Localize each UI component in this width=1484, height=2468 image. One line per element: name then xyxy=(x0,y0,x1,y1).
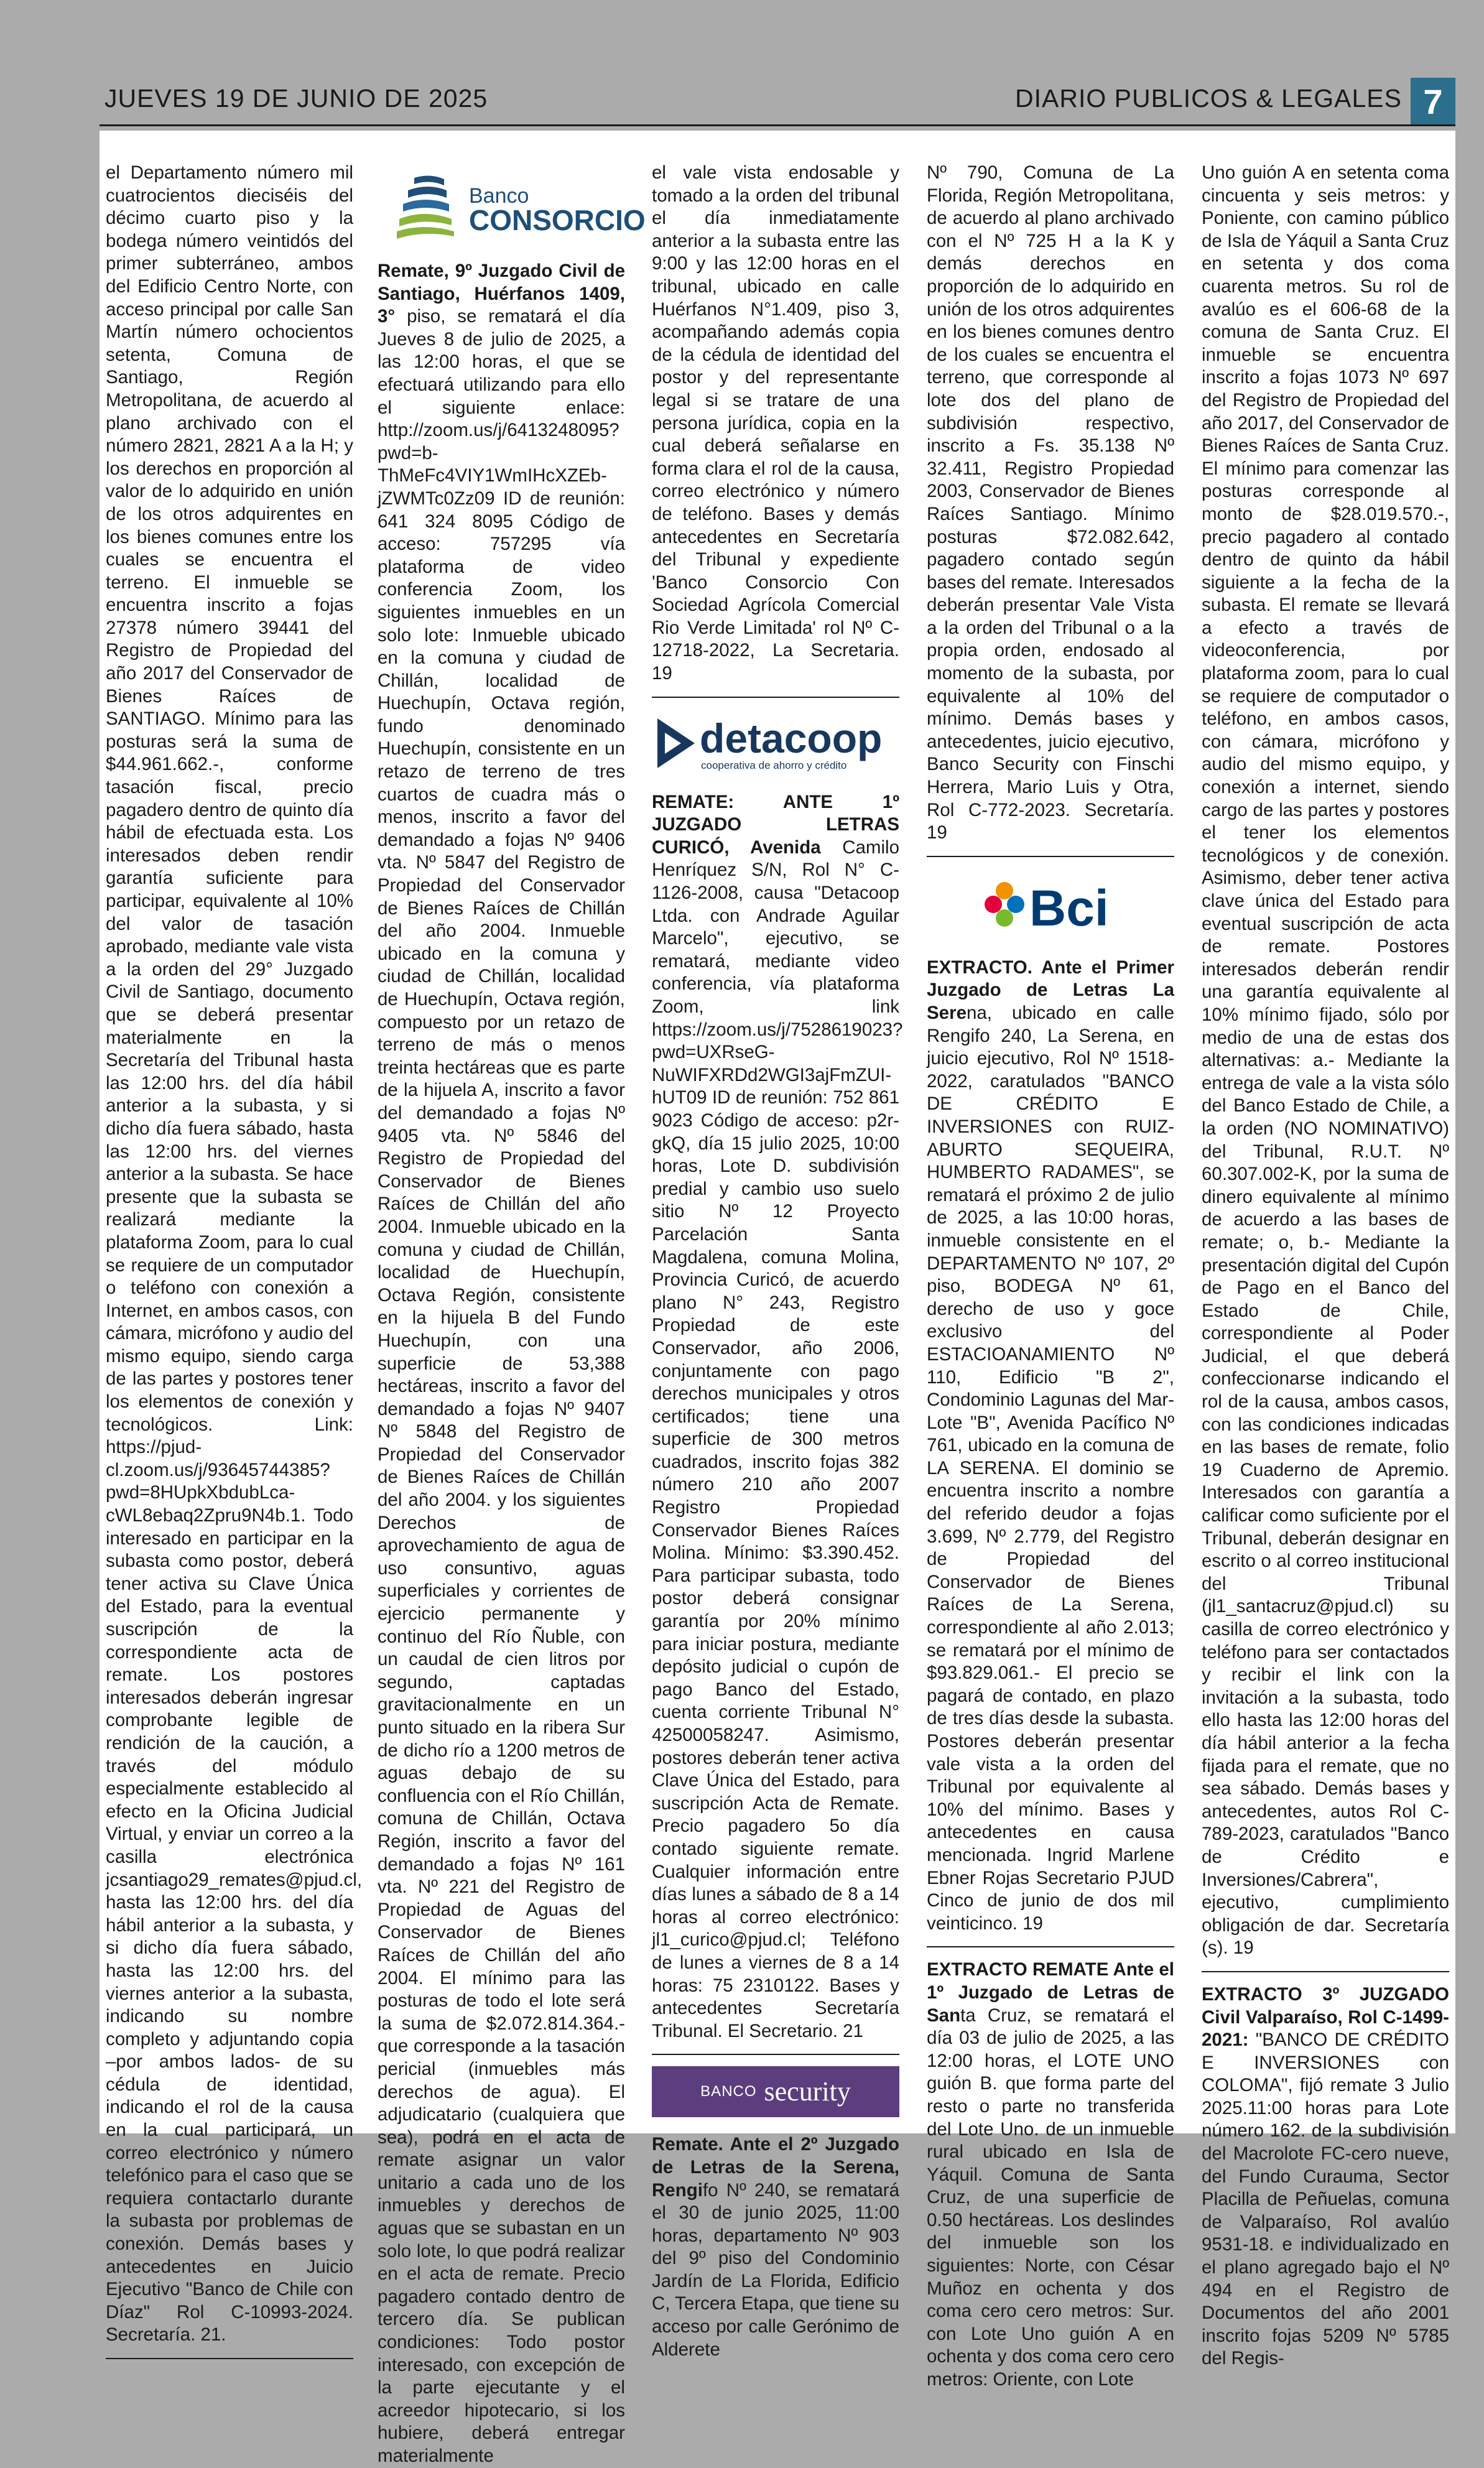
notice-text xyxy=(927,1959,1174,2391)
publication-name: DIARIO PUBLICOS & LEGALES xyxy=(1015,84,1402,113)
bci-logo xyxy=(927,868,1174,943)
notice-text: el Departamento número mil cuatrocientos dieciséis del décimo cuarto piso y la bodega número veintidós del primer subterráneo, ambos del Edificio Centro Norte, con acceso principal por calle San Martín número ochocientos setenta, Comuna de Santiago, Región Metropolitana, de acuerdo al plano archivado con el número 2821, 2821 A a la H; y los derechos en proporción al valor de lo adquirido en unión de los otros adquirentes en los bienes comunes entre los cuales se encuentra el terreno. El inmueble se encuentra inscrito a fojas 27378 número 39441 del Registro de Propiedad del año 2017 del Conservador de Bienes Raíces de SANTIAGO. Mínimo para las posturas será la suma de $44.961.662.-, conforme tasación fiscal, precio pagadero dentro de quinto día hábil de efectuada esta. Los interesados deben rendir garantía suficiente para participar, equivalente al 10% del valor de tasación aprobado, mediante vale vista a la orden del 29° Juzgado Civil de Santiago, documento que se deberá presentar materialmente en la Secretaría del Tribunal hasta las 12:00 hrs. del día hábil anterior a la subasta, y si dicho día fuera sábado, hasta las 12:00 hrs. del viernes anterior a la subasta. Se hace presente que la subasta se realizará mediante la plataforma Zoom, para lo cual se requiere de un computador o teléfono con conexión a Internet, en ambos casos, con cámara, micrófono y audio del mismo equipo, siendo carga de las partes y postores tener los elementos de conexión y tecnológicos. Link: https://pjud-cl.zoom.us/j/93645744385?pwd=8HUpkXbdubLca-cWL8ebaq2Zpru9N4b.1. Todo interesado en participar en la subasta como postor, deberá tener activa su Clave Única del Estado, para la eventual suscripción de la correspondiente acta de remate. Los postores interesados deberán ingresar comprobante legible de rendición de la caución, a través del módulo especialmente establecido al efecto en la Oficina Judicial Virtual, y enviar un correo a la casilla electrónica jcsantiago29_remates@pjud.cl, hasta las 12:00 hrs. del día hábil anterior a la subasta, y si dicho día fuera sábado, hasta las 12:00 hrs. del viernes anterior a la subasta, indicando su nombre completo y adjuntando copia –por ambos lados- de su cédula de identidad, indicando el rol de la causa en la cual participará, un correo electrónico y número telefónico para el caso que se requiera contactarlo durante la subasta por problemas de conexión. Demás bases y antecedentes en Juicio Ejecutivo "Banco de Chile con Díaz" Rol C-10993-2024. Secretaría. 21. xyxy=(106,162,363,2345)
column-4 xyxy=(927,162,1174,2391)
notice-body: "BANCO DE CRÉDITO E INVERSIONES con COLOMA", fijó remate 3 Julio 2025.11:00 horas para Lote número 162. de la subdivisión del Macrolote FC-cero nueve, del Fundo Curauma, Sector Placilla de Peñuelas, comuna de Valparaíso, Rol avalúo 9531-18. e individualizado en el plano agregado bajo el Nº 494 en el Registro de Documentos del año 2001 inscrito fojas 5209 Nº 5785 del Regis- xyxy=(1202,2030,1449,2369)
consorcio-mark-icon xyxy=(397,175,454,239)
detacoop-mark-icon xyxy=(657,718,695,768)
column-divider xyxy=(927,1946,1174,1947)
bci-mark-icon xyxy=(985,882,1024,927)
column-divider xyxy=(652,2054,899,2055)
notice-lead: Remate. Ante el 2º Juzgado de Letras de la Serena, Rengi xyxy=(652,2134,899,2201)
notice-text xyxy=(378,260,625,2468)
consorcio-big: CONSORCIO xyxy=(469,204,646,236)
column-divider xyxy=(927,856,1174,857)
notice-text xyxy=(927,957,1174,1936)
notice-body: ta Cruz, se rematará el día 03 de julio de 2025, a las 12:00 horas, el LOTE UNO guión B. que forma parte del resto o parte no transferida del Lote Uno. de un inmueble rural ubicado en Isla de Yáquil. Comuna de Santa Cruz, de una superficie de 0.50 hectáreas. Los deslindes del inmueble son los siguientes: Norte, con César Muñoz en ochenta y dos coma cero cero metros: Sur. con Lote Uno guión A en ochenta y dos coma cero cero metros: Oriente, con Lote xyxy=(927,2005,1174,2390)
notice-body: piso, se rematará el día Jueves 8 de julio de 2025, a las 12:00 horas, el que se efectuará utilizando para ello el siguiente enlace: http://zoom.us/j/6413248095?pwd=b-ThMeFc4VIY1WmIHcXZEb-jZWMTc0Zz09 ID de reunión: 641 324 8095 Código de acceso: 757295 vía plataforma de video conferencia Zoom, los siguientes inmuebles en un solo lote: Inmueble ubicado en la comuna y ciudad de Chillán, localidad de Huechupín, Octava región, fundo denominado Huechupín, consistente en un retazo de terreno de tres cuartos de cuadra más o menos, inscrito a favor del demandado a fojas Nº 9406 vta. Nº 5847 del Registro de Propiedad del Conservador de Bienes Raíces de Chillán del año 2004. Inmueble ubicado en la comuna y ciudad de Chillán, localidad de Huechupín, Octava región, compuesto por un retazo de terreno de más o menos treinta hectáreas que es parte de la hijuela A, inscrito a favor del demandado a fojas Nº 9405 vta. Nº 5846 del Registro de Propiedad del Conservador de Bienes Raíces de Chillán del año 2004. Inmueble ubicado en la comuna y ciudad de Chillán, localidad de Huechupín, Octava Región, consistente en la hijuela B del Fundo Huechupín, con una superficie de 53,388 hectáreas, inscrito a favor del demandado a fojas Nº 9407 Nº 5848 del Registro de Propiedad del Conservador de Bienes Raíces de Chillán del año 2004. y los siguientes Derechos de aprovechamiento de agua de uso consuntivo, aguas superficiales y corrientes de ejercicio permanente y continuo del Río Ñuble, con un caudal de cien litros por segundo, captadas gravitacionalmente en un punto situado en la ribera Sur de dicho río a 1200 metros de aguas debajo de su confluencia con el Río Chillán, comuna de Chillán, Octava Región, inscrito a favor del demandado a fojas Nº 161 vta. Nº 221 del Registro de Propiedad de Aguas del Conservador de Bienes Raíces de Chillán del año 2004. El mínimo para las posturas de todo el lote será la suma de $2.072.814.364.- que corresponde a la tasación pericial (inmuebles más derechos de agua). El adjudicatario (cualquiera que sea), podrá en el acta de remate asignar un valor unitario a cada uno de los inmuebles y derechos de aguas que se subastan en un solo lote, lo que podrá realizar en el acta de remate. Precio pagadero contado dentro de tercero día. Se publican condiciones: Todo postor interesado, con excepción de la parte ejecutante y el acreedor hipotecario, si los hubiere, deberá entregar materialmente xyxy=(378,306,625,2466)
notice-lead: EXTRACTO. Ante el Primer Juzgado de Letras La Sere xyxy=(927,957,1174,1023)
column-divider xyxy=(1202,1971,1449,1972)
column-5 xyxy=(1202,162,1449,2370)
notice-text xyxy=(652,2133,899,2361)
issue-date: JUEVES 19 DE JUNIO DE 2025 xyxy=(104,84,488,113)
column-3 xyxy=(652,162,903,2361)
notice-text: Nº 790, Comuna de La Florida, Región Metropolitana, de acuerdo al plano archivado con el Nº 725 H a la K y demás derechos en proporción de lo adquirido en unión de los otros adquirentes en los bienes comunes dentro de los cuales se encuentra el terreno, que corresponde al lote dos del plano de subdivisión respectivo, inscrito a Fs. 35.138 Nº 32.411, Registro Propiedad 2003, Conservador de Bienes Raíces Santiago. Mínimo posturas $72.082.642, pagadero contado según bases del remate. Interesados deberán presentar Vale Vista a la orden del Tribunal o a la propia orden, endosado al momento de la subasta, por equivalente al 10% del mínimo. Demás bases y antecedentes, juicio ejecutivo, Banco Security con Finschi Herrera, Mario Luis y Otra, Rol C-772-2023. Secretaría. 19 xyxy=(927,162,1174,843)
notice-text: Uno guión A en setenta coma cincuenta y seis metros: y Poniente, con camino público de Isla de Yáquil a Santa Cruz en setenta y dos coma cuarenta metros. Su rol de avalúo es el 606-68 de la comuna de Santa Cruz. El inmueble se encuentra inscrito a fojas 1073 Nº 697 del Registro de Propiedad del año 2017, del Conservador de Bienes Raíces de Santa Cruz. El mínimo para comenzar las posturas corresponde al monto de $28.019.570.-, precio pagadero al contado dentro de quinto da hábil siguiente a la fecha de la subasta. El remate se llevará a efecto a través de videoconferencia, por plataforma zoom, para lo cual se requiere de computador o teléfono, en ambos casos, con cámara, micrófono y audio del mismo equipo, y conexión a internet, siendo cargo de las partes y postores el tener los elementos tecnológicos y de conexión. Asimismo, deber tener activa clave única del Estado para eventual suscripción de acta de remate. Postores interesados deberán rendir una garantía equivalente al 10% mínimo fijado, sólo por medio de una de estas dos alternativas: a.- Mediante la entrega de vale a la vista sólo del Banco Estado de Chile, a la orden (NO NOMINATIVO) del Tribunal, R.U.T. Nº 60.307.002-K, por la suma de dinero equivalente al mínimo de acuerdo a las bases de remate; o, b.- Mediante la presentación digital del Cupón de Pago en el Banco del Estado de Chile, correspondiente al Poder Judicial, el que deberá confeccionarse indicando el rol de la causa, ambos casos, con las condiciones indicadas en las bases de remate, folio 19 Cuaderno de Apremio. Interesados con garantía a calificar como suficiente por el Tribunal, deberán designar en escrito o al correo institucional del Tribunal (jl1_santacruz@pjud.cl) su casilla de correo electrónico y teléfono para ser contactados y recibir el link con la invitación a la subasta, todo ello hasta las 12:00 horas del día hábil anterior a la fecha fijada para el remate, que no sea sábado. Demás bases y antecedentes, autos Rol C-789-2023, caratulados "Banco de Crédito e Inversiones/Cabrera", ejecutivo, cumplimiento obligación de dar. Secretaría (s). 19 xyxy=(1202,162,1449,1959)
notice-body: fo Nº 240, se rematará el 30 de junio 2025, 11:00 horas, departamento Nº 903 del 9º piso del Condominio Jardín de La Florida, Edificio C, Tercera Etapa, que tiene su acceso por calle Gerónimo de Alderete xyxy=(652,2179,899,2360)
banco-consorcio-logo xyxy=(378,165,646,246)
notice-lead: EXTRACTO 3º JUZGADO Civil Valparaíso, Rol C-1499-2021: xyxy=(1202,1983,1449,2051)
security-big: security xyxy=(764,2076,851,2107)
column-2 xyxy=(378,162,646,2468)
bci-name: Bci xyxy=(1029,879,1109,937)
column-1 xyxy=(106,162,363,2370)
notice-text: el vale vista endosable y tomado a la orden del tribunal el día inmediatamente anterior a la subasta entre las 9:00 y las 12:00 horas en el tribunal, ubicado en calle Huérfanos N°1.409, piso 3, acompañando además copia de la cédula de identidad del postor y del representante legal si se tratare de una persona jurídica, copia en la cual deberá señalarse en forma clara el rol de la causa, correo electrónico y número de teléfono. Bases y demás antecedentes en Secretaría del Tribunal y expediente 'Banco Consorcio Con Sociedad Agrícola Comercial Rio Verde Limitada' rol Nº C-12718-2022, La Secretaria. 19 xyxy=(652,162,899,684)
consorcio-small: Banco xyxy=(469,184,529,208)
notice-lead: EXTRACTO REMATE Ante el 1º Juzgado de Letras de San xyxy=(927,1959,1174,2026)
column-divider xyxy=(106,2358,353,2359)
notice-body: na, ubicado en calle Rengifo 240, La Serena, en juicio ejecutivo, Rol Nº 1518-2022, caratulados "BANCO DE CRÉDITO E INVERSIONES con RUIZ-ABURTO SEQUEIRA, HUMBERTO RADAMES", se rematará el próximo 2 de julio de 2025, a las 10:00 horas, inmueble consistente en el DEPARTAMENTO Nº 107, 2º piso, BODEGA Nº 61, derecho de uso y goce exclusivo del ESTACIOANAMIENTO Nº 110, Edificio "B 2", Condominio Lagunas del Mar-Lote "B", Avenida Pacífico Nº 761, ubicado en la comuna de LA SERENA. El dominio se encuentra inscrito a nombre del referido deudor a fojas 3.699, Nº 2.779, del Registro de Propiedad del Conservador de Bienes Raíces de La Serena, correspondiente al año 2.013; se rematará por el mínimo de $93.829.061.- El precio se pagará de contado, en plazo de tres días desde la subasta. Postores deberán presentar vale vista a la orden del Tribunal por equivalente al 10% del mínimo. Bases y antecedentes en causa mencionada. Ingrid Marlene Ebner Rojas Secretario PJUD Cinco de junio de dos mil veinticinco. 19 xyxy=(927,1003,1174,1934)
notice-text xyxy=(1202,1983,1449,2370)
banco-security-logo xyxy=(652,2066,899,2117)
security-small: BANCO xyxy=(700,2083,757,2100)
detacoop-tagline: cooperativa de ahorro y crédito xyxy=(701,759,847,771)
detacoop-logo xyxy=(652,709,899,777)
page-header xyxy=(100,78,1455,126)
page-number: 7 xyxy=(1411,78,1455,124)
notice-lead: REMATE: ANTE 1º JUZGADO LETRAS CURICÓ, Avenida xyxy=(652,791,899,858)
detacoop-name: detacoop xyxy=(700,715,883,761)
notice-lead: Remate, 9º Juzgado Civil de Santiago, Huérfanos 1409, 3° xyxy=(378,261,625,327)
notice-body: Camilo Henríquez S/N, Rol N° C-1126-2008, causa "Detacoop Ltda. con Andrade Aguilar Marcelo", ejecutivo, se rematará, mediante video conferencia, vía plataforma Zoom, link https://zoom.us/j/7528619023?pwd=UXRseG-NuWIFXRDd2WGI3ajFmZUI-hUT09 ID de reunión: 752 861 9023 Código de acceso: p2r-gkQ, día 15 julio 2025, 10:00 horas, Lote D. subdivisión predial y cambio uso suelo sitio Nº 12 Proyecto Parcelación Santa Magdalena, comuna Molina, Provincia Curicó, de acuerdo plano N° 243, Registro Propiedad de este Conservador, año 2006, conjuntamente con pago derechos municipales y otros certificados; tiene una superficie de 300 metros cuadrados, inscrito fojas 382 número 210 año 2007 Registro Propiedad Conservador Bienes Raíces Molina. Mínimo: $3.390.452. Para participar subasta, todo postor deberá consignar garantía por 20% mínimo para iniciar postura, mediante depósito judicial o cupón de pago Banco del Estado, cuenta corriente Tribunal N° 42500058247. Asimismo, postores deberán tener activa Clave Única del Estado, para suscripción Acta de Remate. Precio pagadero 5o día contado siguiente remate. Cualquier información entre días lunes a sábado de 8 a 14 horas al correo electrónico: jl1_curico@pjud.cl; Teléfono de lunes a viernes de 8 a 14 horas: 75 2310122. Bases y antecedentes Secretaría Tribunal. El Secretario. 21 xyxy=(652,837,903,2041)
column-divider xyxy=(652,697,899,698)
notice-text xyxy=(652,791,903,2043)
